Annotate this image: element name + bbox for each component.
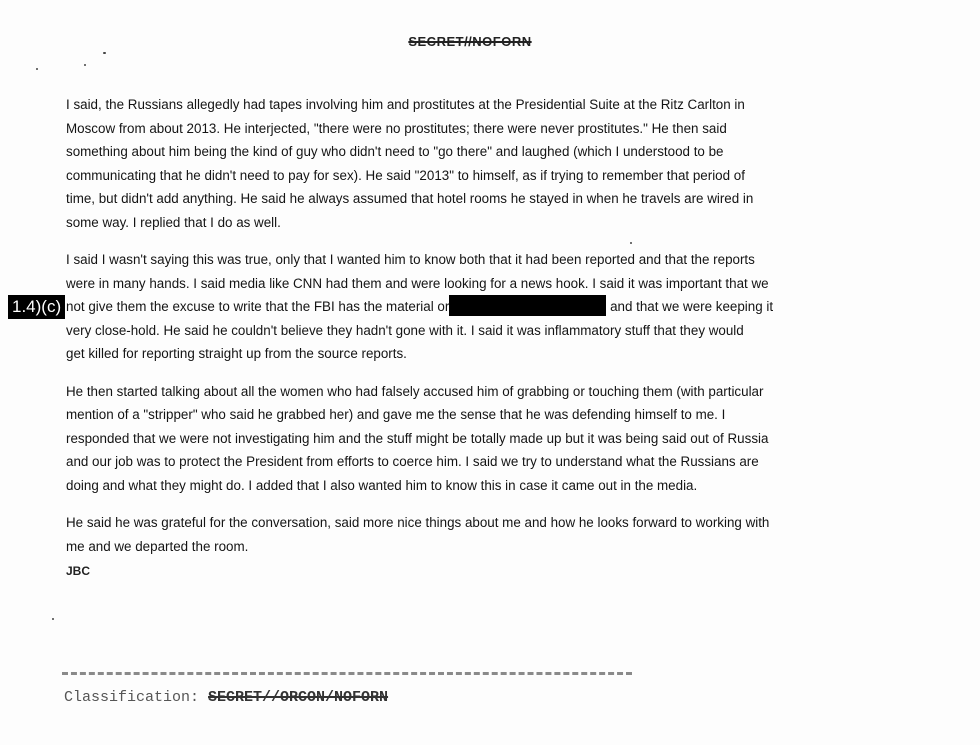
paragraph-3: [66, 380, 856, 498]
text-line: and our job was to protect the President from efforts to coerce him. I said we try to understand what the Russians are: [66, 454, 759, 469]
footer-classification-label: Classification:: [64, 689, 209, 706]
scan-speck: [36, 68, 38, 70]
memo-body: [66, 93, 856, 572]
header-classification-marking: SECRET//NOFORN: [408, 34, 532, 49]
text-line: were in many hands. I said media like CNN had them and were looking for a news hook. I said it was important that we: [66, 275, 769, 291]
text-line: I said, the Russians allegedly had tapes involving him and prostitutes at the Presidential Suite at the Ritz Carlton in: [66, 97, 745, 112]
paragraph-2: [66, 248, 856, 366]
text-line: responded that we were not investigating him and the stuff might be totally made up but it was being said out of Russia: [66, 430, 769, 446]
text-line: doing and what they might do. I added that I also wanted him to know this in case it came out in the media.: [66, 477, 698, 493]
text-line: very close-hold. He said he couldn't believe they hadn't gone with it. I said it was inflammatory stuff that they would: [66, 322, 744, 338]
paragraph-1: [66, 93, 856, 234]
redaction-exemption-code: 1.4)(c): [8, 295, 65, 319]
footer-classification: [64, 689, 388, 706]
text-line: I said I wasn't saying this was true, only that I wanted him to know both that it had been reported and that the reports: [66, 252, 755, 267]
scan-speck: [52, 618, 54, 620]
footer-divider: [62, 672, 632, 675]
text-line: Moscow from about 2013. He interjected, "there were no prostitutes; there were never prostitutes." He then said: [66, 120, 727, 136]
text-line: time, but didn't add anything. He said he always assumed that hotel rooms he stayed in when he travels are wired in: [66, 191, 754, 206]
redaction-bar: [449, 295, 606, 316]
author-initials: JBC: [66, 564, 91, 578]
redacted-line-after: and that we were keeping it: [610, 299, 774, 314]
text-line: mention of a "stripper" who said he grabbed her) and gave me the sense that he was defending himself to me. I: [66, 407, 726, 422]
footer-classification-marking: SECRET//ORCON/NOFORN: [208, 689, 389, 706]
text-line: He then started talking about all the women who had falsely accused him of grabbing or touching them (with particular: [66, 383, 764, 399]
text-line: me and we departed the room.: [66, 538, 249, 554]
text-line: communicating that he didn't need to pay for sex). He said "2013" to himself, as if trying to remember that period of: [66, 167, 745, 183]
scan-speck: [84, 64, 86, 66]
text-line: get killed for reporting straight up from the source reports.: [66, 346, 407, 361]
redacted-text-line: [66, 295, 856, 319]
scan-speck: [103, 52, 106, 54]
paragraph-4: [66, 511, 856, 558]
text-line: He said he was grateful for the conversation, said more nice things about me and how he looks forward to working with: [66, 515, 770, 530]
text-line: some way. I replied that I do as well.: [66, 214, 281, 230]
text-line: something about him being the kind of guy who didn't need to "go there" and laughed (which I understood to be: [66, 144, 724, 159]
redacted-line-before: not give them the excuse to write that the FBI has the material or: [66, 299, 450, 314]
